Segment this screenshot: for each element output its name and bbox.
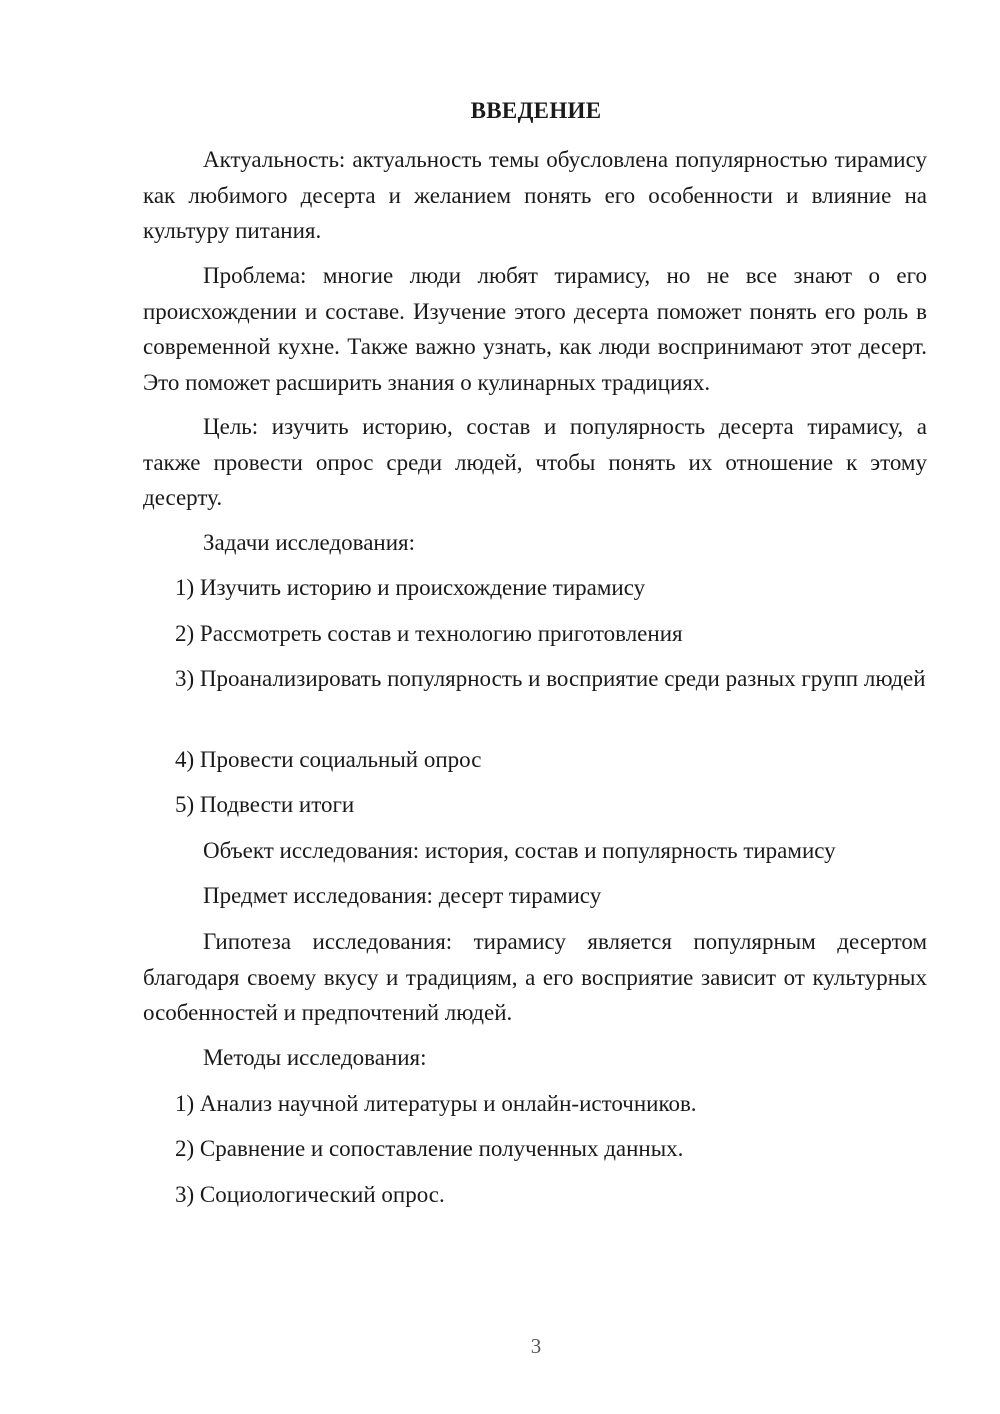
relevance-paragraph: Актуальность: актуальность темы обусловлена популярностью тирамису как любимого десерта и желанием понять его особенности и влияние на культуру питания.: [143, 147, 927, 243]
section-title: ВВЕДЕНИЕ: [470, 98, 602, 123]
subject-line: Предмет исследования: десерт тирамису: [203, 883, 602, 908]
goal-paragraph: Цель: изучить историю, состав и популярность десерта тирамису, а также провести опрос среди людей, чтобы понять их отношение к этому десерту.: [143, 414, 927, 510]
problem-paragraph: Проблема: многие люди любят тирамису, но не все знают о его происхождении и составе. Изучение этого десерта поможет понять его роль в современной кухне. Также важно узнать, как люди воспринимают этот десерт. Это поможет расширить знания о кулинарных традициях.: [143, 263, 927, 395]
object-line: Объект исследования: история, состав и популярность тирамису: [203, 838, 836, 863]
tasks-heading: Задачи исследования:: [203, 530, 416, 555]
method-item: 3) Социологический опрос.: [175, 1182, 445, 1207]
task-item: 4) Провести социальный опрос: [175, 747, 482, 772]
task-item: 2) Рассмотреть состав и технологию приготовления: [175, 621, 683, 646]
methods-heading: Методы исследования:: [203, 1045, 427, 1070]
method-item: 2) Сравнение и сопоставление полученных данных.: [175, 1136, 684, 1161]
task-item: 1) Изучить историю и происхождение тирамису: [175, 575, 646, 600]
task-item: 3) Проанализировать популярность и восприятие среди разных групп людей: [175, 666, 926, 691]
method-item: 1) Анализ научной литературы и онлайн-источников.: [175, 1091, 697, 1116]
hypothesis-paragraph: Гипотеза исследования: тирамису является популярным десертом благодаря своему вкусу и традициям, а его восприятие зависит от культурных особенностей и предпочтений людей.: [143, 929, 927, 1025]
task-item: 5) Подвести итоги: [175, 792, 355, 817]
page-number: 3: [530, 1334, 542, 1358]
